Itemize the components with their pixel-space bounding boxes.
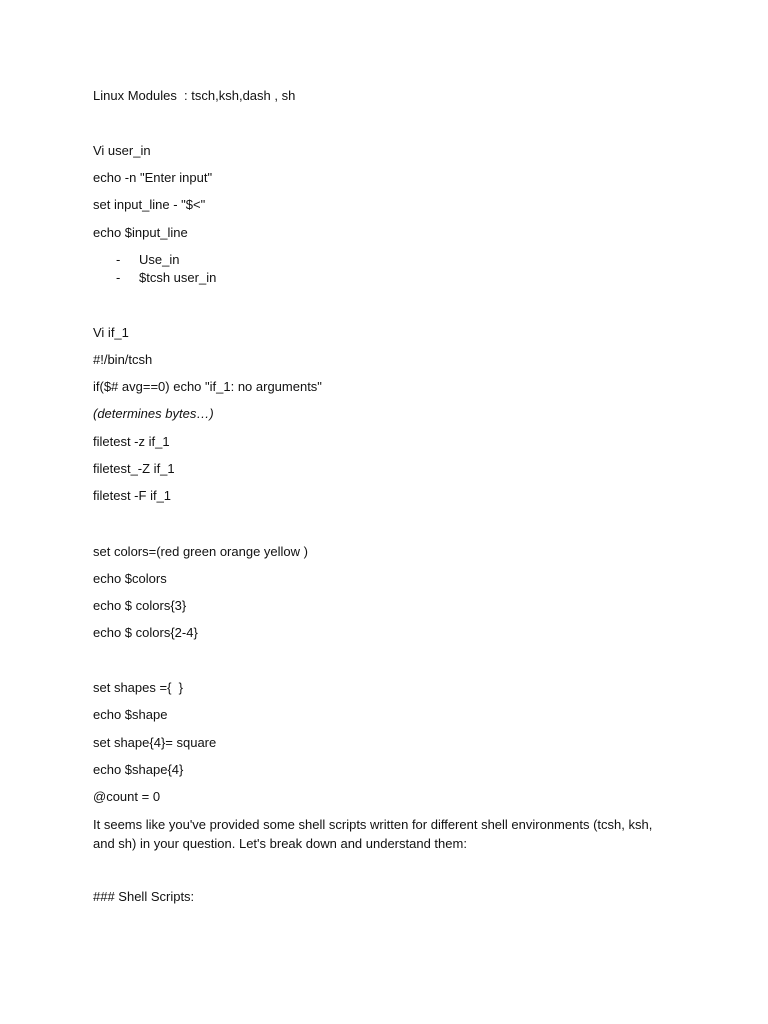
- code-line: set input_line - "$<": [93, 197, 206, 212]
- code-line: echo $ colors{2-4}: [93, 625, 198, 640]
- header-line: Linux Modules : tsch,ksh,dash , sh: [93, 88, 296, 103]
- code-line: Vi user_in: [93, 143, 151, 158]
- bullet-item: Use_in: [139, 252, 180, 267]
- code-comment: (determines bytes…): [93, 406, 214, 421]
- code-line: filetest -F if_1: [93, 488, 172, 503]
- bullet-marker: -: [116, 252, 121, 267]
- code-line: echo $colors: [93, 571, 167, 586]
- code-line: set colors=(red green orange yellow ): [93, 544, 308, 559]
- code-line: if($# avg==0) echo "if_1: no arguments": [93, 379, 322, 394]
- code-line: Vi if_1: [93, 325, 129, 340]
- code-line: set shape{4}= square: [93, 735, 217, 750]
- code-line: @count = 0: [93, 789, 161, 804]
- code-line: echo $shape: [93, 707, 168, 722]
- code-line: set shapes ={ }: [93, 680, 183, 695]
- code-line: echo -n "Enter input": [93, 170, 213, 185]
- code-line: echo $input_line: [93, 225, 188, 240]
- bullet-marker: -: [116, 270, 121, 285]
- section-heading: ### Shell Scripts:: [93, 889, 195, 904]
- bullet-item: $tcsh user_in: [139, 270, 217, 285]
- explanation-paragraph: It seems like you've provided some shell scripts written for different shell environments (tcsh, ksh, and sh) in your question. Let's break down and understand them:: [93, 817, 653, 851]
- code-line: #!/bin/tcsh: [93, 352, 153, 367]
- code-line: echo $shape{4}: [93, 762, 184, 777]
- code-line: echo $ colors{3}: [93, 598, 187, 613]
- code-line: filetest -z if_1: [93, 434, 170, 449]
- code-line: filetest_-Z if_1: [93, 461, 175, 476]
